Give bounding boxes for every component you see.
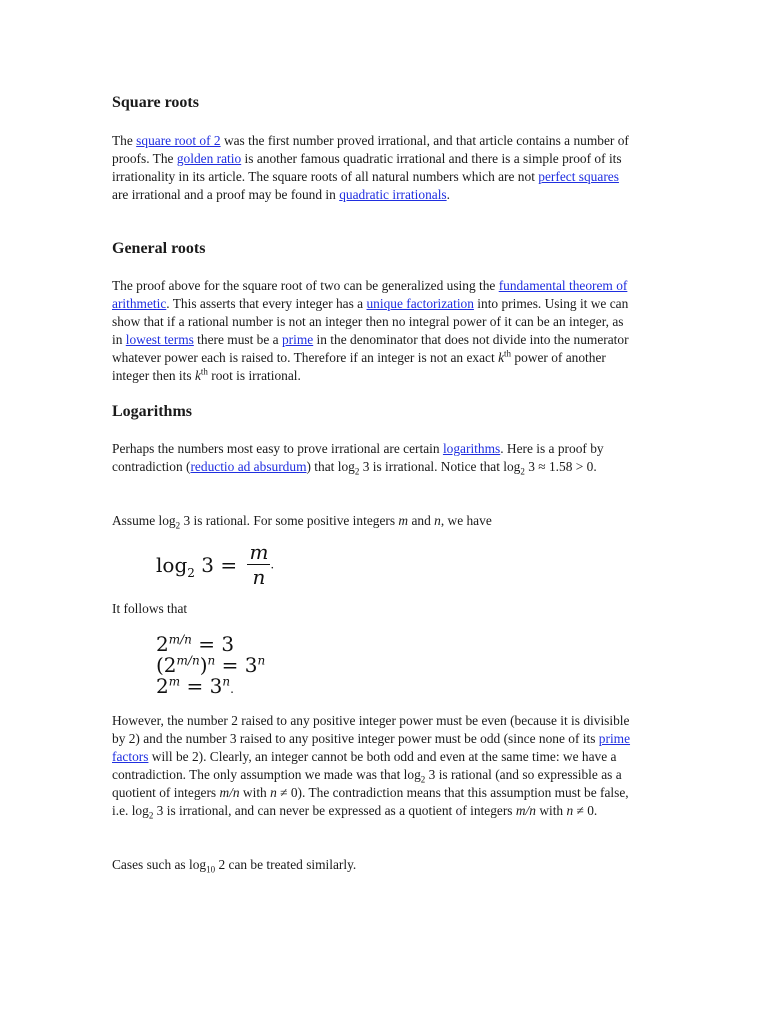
text: power of another integer then its: [112, 350, 606, 383]
paragraph-general-roots: [112, 277, 632, 385]
text: 3 is irrational, and can never be expressed as a quotient of integers: [153, 803, 516, 818]
text: 3 is irrational. Notice that log: [359, 459, 521, 474]
exponent: m: [168, 674, 181, 689]
text: ≠ 0). The contradiction means that this assumption must be false, i.e. log: [112, 785, 629, 818]
text: 3 =: [194, 552, 238, 577]
link-logarithms[interactable]: logarithms: [442, 441, 501, 456]
text: was the first number proved irrational, and that article contains a number of proofs. The: [112, 133, 629, 166]
text: (2: [156, 653, 177, 677]
subscript: 2: [175, 520, 181, 531]
var-n: n: [434, 513, 441, 528]
text: ): [199, 653, 208, 677]
text: = 3: [180, 674, 223, 698]
subscript: 2: [148, 810, 154, 821]
var-m: m: [398, 513, 409, 528]
var-k: k: [498, 350, 505, 365]
text: 3 ≈ 1.58 > 0.: [524, 459, 597, 474]
subscript: 2: [187, 565, 195, 580]
text: log: [156, 552, 188, 577]
subscript: 10: [206, 864, 216, 875]
equation-system: [156, 634, 265, 697]
text: . Here is a proof by contradiction (: [112, 441, 604, 474]
text: 2: [156, 674, 169, 698]
text: are irrational and a proof may be found in: [112, 187, 340, 202]
text: However, the number 2 raised to any positive integer power must be even (because it is divisible by 2) and the number 3 raised to any positive integer power must be odd (since none of its: [112, 713, 630, 746]
text: Assume log: [112, 513, 176, 528]
equation-log-ratio: [156, 540, 274, 589]
paragraph-it-follows: It follows that: [112, 601, 188, 616]
fraction-m-over-n: [247, 540, 270, 589]
text: 2 can be treated similarly.: [215, 857, 357, 872]
text: with: [535, 803, 567, 818]
text: The: [112, 133, 137, 148]
exponent: n: [257, 653, 266, 668]
text: = 3: [191, 632, 235, 656]
superscript-th: th: [504, 348, 512, 359]
text: root is irrational.: [207, 368, 301, 383]
var-n: n: [566, 803, 574, 818]
text: and: [408, 513, 435, 528]
text: will be 2). Clearly, an integer cannot be both odd and even at the same time: we have a contradiction. The only assumption we made was that log: [112, 749, 617, 782]
equation-line-2: [156, 655, 265, 676]
exponent: m/n: [176, 653, 200, 668]
link-prime[interactable]: prime: [281, 332, 314, 347]
equation-line-1: [156, 634, 265, 655]
numerator: m: [249, 540, 269, 564]
equation-line-3: [156, 676, 265, 697]
heading-logarithms: Logarithms: [112, 403, 192, 420]
subscript: 2: [354, 466, 360, 477]
link-reductio-ad-absurdum[interactable]: reductio ad absurdum: [190, 459, 307, 474]
var-n: n: [270, 785, 277, 800]
text: 3 is rational (and so expressible as a quotient of integers: [112, 767, 622, 800]
text: into primes. Using it we can show that if a rational number is not an integer then no integral power of it can be an integer, as in: [112, 296, 629, 347]
paragraph-square-roots: [112, 132, 632, 204]
exponent: n: [207, 653, 216, 668]
superscript-th: th: [200, 366, 208, 377]
denominator: n: [252, 565, 266, 589]
text: with: [239, 785, 271, 800]
exponent: m/n: [168, 632, 192, 647]
link-lowest-terms[interactable]: lowest terms: [125, 332, 194, 347]
link-golden-ratio[interactable]: golden ratio: [176, 151, 242, 166]
text: ) that log: [306, 459, 355, 474]
paragraph-contradiction: [112, 712, 632, 820]
text: .: [446, 187, 450, 202]
var-m-over-n: m/n: [515, 803, 536, 818]
text: .: [270, 557, 275, 572]
link-perfect-squares[interactable]: perfect squares: [538, 169, 619, 184]
subscript: 2: [420, 774, 426, 785]
text: = 3: [215, 653, 258, 677]
text: , we have: [440, 513, 492, 528]
equation-lhs: [156, 552, 238, 580]
exponent: n: [222, 674, 231, 689]
text: ≠ 0.: [573, 803, 598, 818]
text: 3 is rational. For some positive integers: [180, 513, 399, 528]
text: The proof above for the square root of two can be generalized using the: [112, 278, 499, 293]
link-unique-factorization[interactable]: unique factorization: [366, 296, 474, 311]
link-prime-factors[interactable]: prime factors: [112, 731, 631, 764]
heading-square-roots: Square roots: [112, 94, 199, 111]
paragraph-assume: [112, 512, 632, 530]
var-m-over-n: m/n: [219, 785, 240, 800]
link-fundamental-theorem[interactable]: fundamental theorem of arithmetic: [112, 278, 628, 311]
text: there must be a: [193, 332, 282, 347]
link-quadratic-irrationals[interactable]: quadratic irrationals: [339, 187, 447, 202]
text: Cases such as log: [112, 857, 207, 872]
text: .: [230, 682, 234, 696]
var-k: k: [194, 368, 201, 383]
text: is another famous quadratic irrational and there is a simple proof of its irrationality in its article. The square roots of all natural numbers which are not: [112, 151, 622, 184]
paragraph-logarithms-intro: [112, 440, 632, 476]
heading-general-roots: General roots: [112, 240, 206, 257]
paragraph-cases: [112, 856, 632, 874]
text: . This asserts that every integer has a: [166, 296, 367, 311]
text: 2: [156, 632, 169, 656]
link-square-root-of-2[interactable]: square root of 2: [136, 133, 221, 148]
subscript: 2: [520, 466, 525, 477]
text: Perhaps the numbers most easy to prove irrational are certain: [112, 441, 443, 456]
text: in the denominator that does not divide into the numerator whatever power each is raised to. Therefore if an integer is not an exact: [112, 332, 629, 365]
